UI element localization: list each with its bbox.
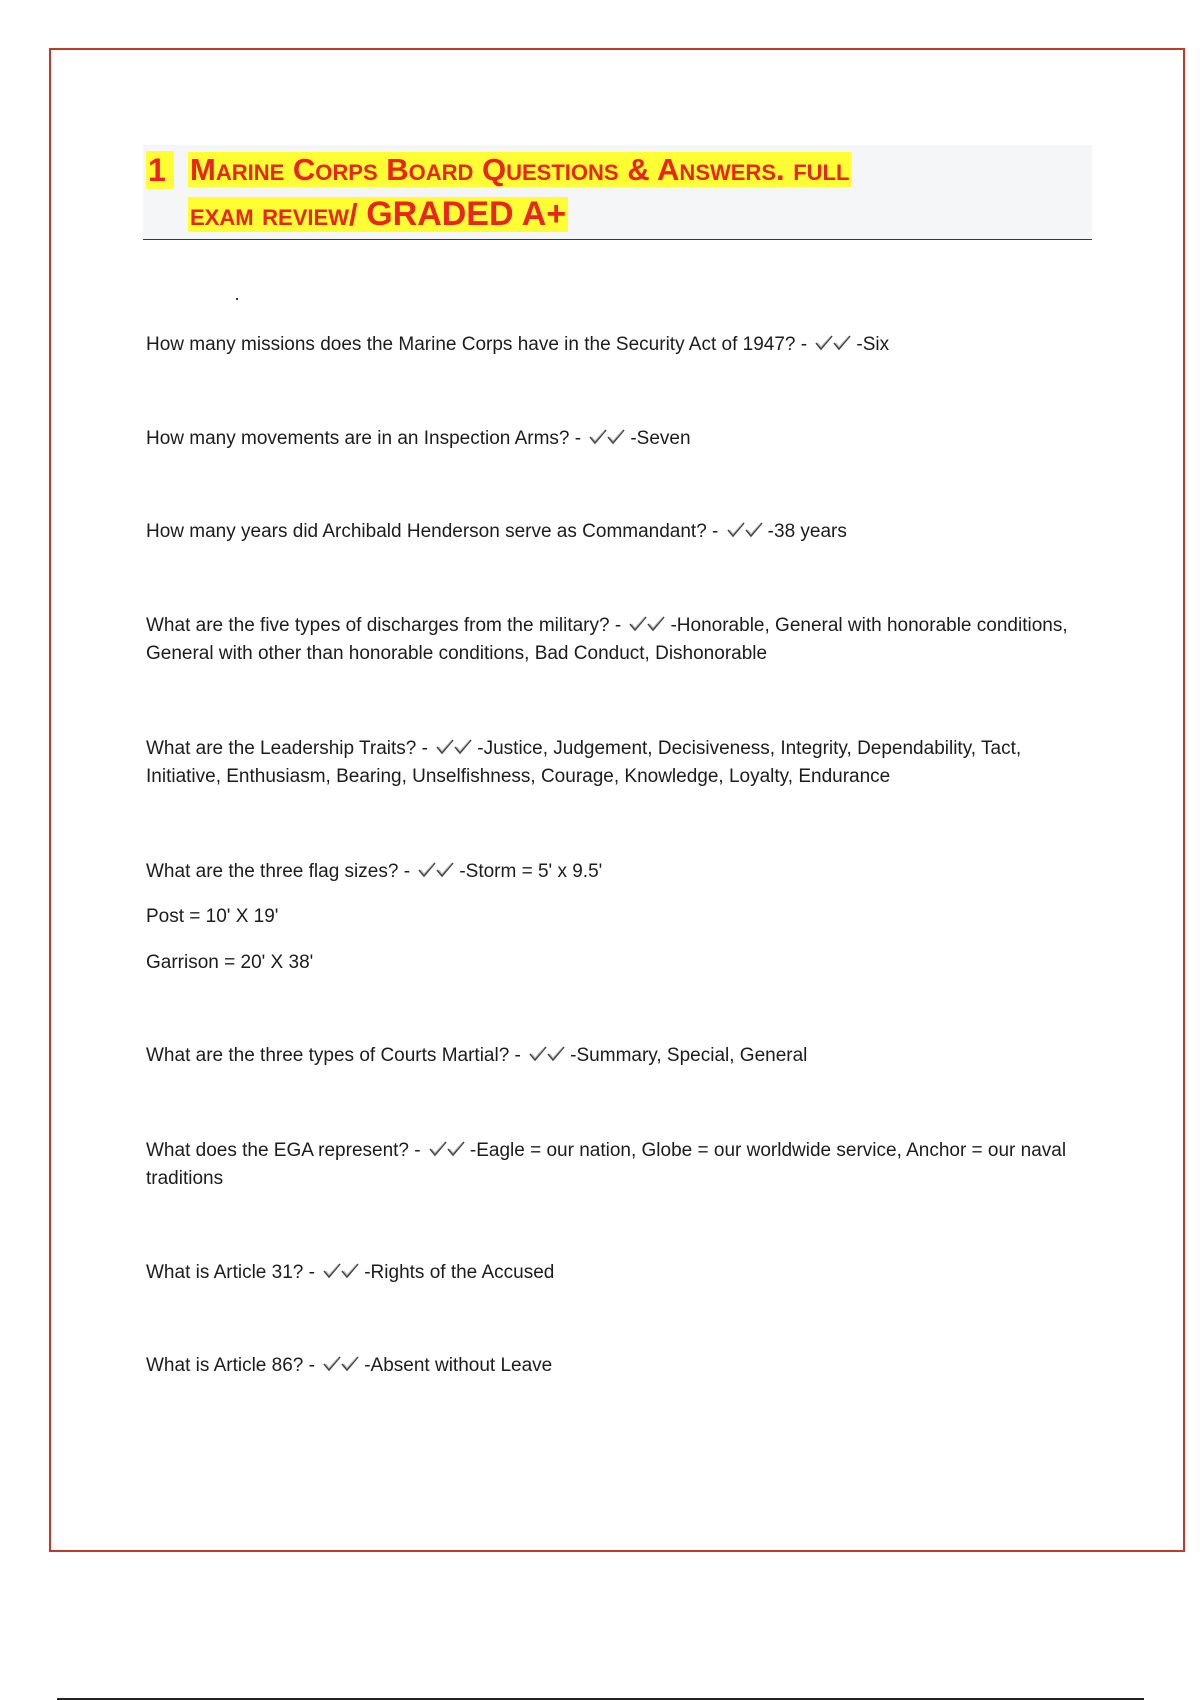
qa-item xyxy=(146,735,1086,791)
question-text: What are the five types of discharges from the military? xyxy=(146,615,610,636)
question-text: What are the three flag sizes? xyxy=(146,861,399,882)
question-text: How many missions does the Marine Corps have in the Security Act of 1947? xyxy=(146,334,796,355)
double-check-icon xyxy=(588,428,628,446)
answer-separator: - xyxy=(569,428,587,449)
answer-separator: - xyxy=(398,861,416,882)
qa-item xyxy=(146,612,1086,668)
question-text: What are the three types of Courts Martial? xyxy=(146,1045,510,1066)
question-text: How many years did Archibald Henderson serve as Commandant? xyxy=(146,521,707,542)
question-text: What are the Leadership Traits? xyxy=(146,738,417,759)
double-check-icon xyxy=(726,521,766,539)
stray-dot xyxy=(236,298,238,300)
answer-text: -Six xyxy=(856,334,890,355)
qa-item xyxy=(146,858,1086,886)
flag-size-garrison: Garrison = 20' X 38' xyxy=(146,952,314,973)
answer-text: -Honorable, General with honorable conditions, General with other than honorable conditions, Bad Conduct, Dishonorable xyxy=(146,615,1068,664)
double-check-icon xyxy=(628,615,668,633)
question-text: How many movements are in an Inspection Arms? xyxy=(146,428,570,449)
answer-text: -Summary, Special, General xyxy=(570,1045,808,1066)
document-title xyxy=(143,145,1092,240)
qa-item xyxy=(146,1259,1086,1287)
answer-separator: - xyxy=(706,521,724,542)
answer-separator: - xyxy=(303,1355,321,1376)
heading-line2-big: GRADED A+ xyxy=(366,195,567,233)
double-check-icon xyxy=(435,738,475,756)
answer-separator: - xyxy=(509,1045,527,1066)
answer-text: -Seven xyxy=(630,428,691,449)
flag-size-post: Post = 10' X 19' xyxy=(146,906,279,927)
question-text: What is Article 86? xyxy=(146,1355,304,1376)
answer-separator: - xyxy=(409,1140,426,1161)
qa-item xyxy=(146,331,1086,359)
qa-item xyxy=(146,1137,1086,1193)
answer-text: -Eagle = our nation, Globe = our worldwide service, Anchor = our naval traditions xyxy=(146,1140,1067,1189)
double-check-icon xyxy=(814,334,854,352)
answer-text: -Absent without Leave xyxy=(364,1355,553,1376)
answer-separator: - xyxy=(795,334,813,355)
heading-line2-small: exam review/ xyxy=(190,197,367,232)
answer-text: -38 years xyxy=(767,521,847,542)
answer-text: -Rights of the Accused xyxy=(364,1262,555,1283)
heading-line1: Marine Corps Board Questions & Answers. full xyxy=(190,152,850,187)
heading-number: 1 xyxy=(146,151,174,189)
answer-separator: - xyxy=(416,738,434,759)
double-check-icon xyxy=(417,861,457,879)
qa-item xyxy=(146,518,1086,546)
answer-separator: - xyxy=(609,615,627,636)
answer-separator: - xyxy=(303,1262,321,1283)
qa-item xyxy=(146,1042,1086,1070)
page-border xyxy=(49,48,1185,1552)
question-text: What does the EGA represent? xyxy=(146,1140,409,1161)
double-check-icon xyxy=(528,1045,568,1063)
question-text: What is Article 31? xyxy=(146,1262,304,1283)
double-check-icon xyxy=(322,1355,362,1373)
answer-text: -Storm = 5' x 9.5' xyxy=(459,861,603,882)
double-check-icon xyxy=(428,1140,468,1158)
qa-item xyxy=(146,425,1086,453)
qa-item xyxy=(146,1352,1086,1380)
heading-text xyxy=(188,147,1088,237)
double-check-icon xyxy=(322,1262,362,1280)
answer-text: -Justice, Judgement, Decisiveness, Integrity, Dependability, Tact, Initiative, Enthusiasm, Bearing, Unselfishness, Courage, Knowledge, Loyalty, Endurance xyxy=(146,738,1022,787)
